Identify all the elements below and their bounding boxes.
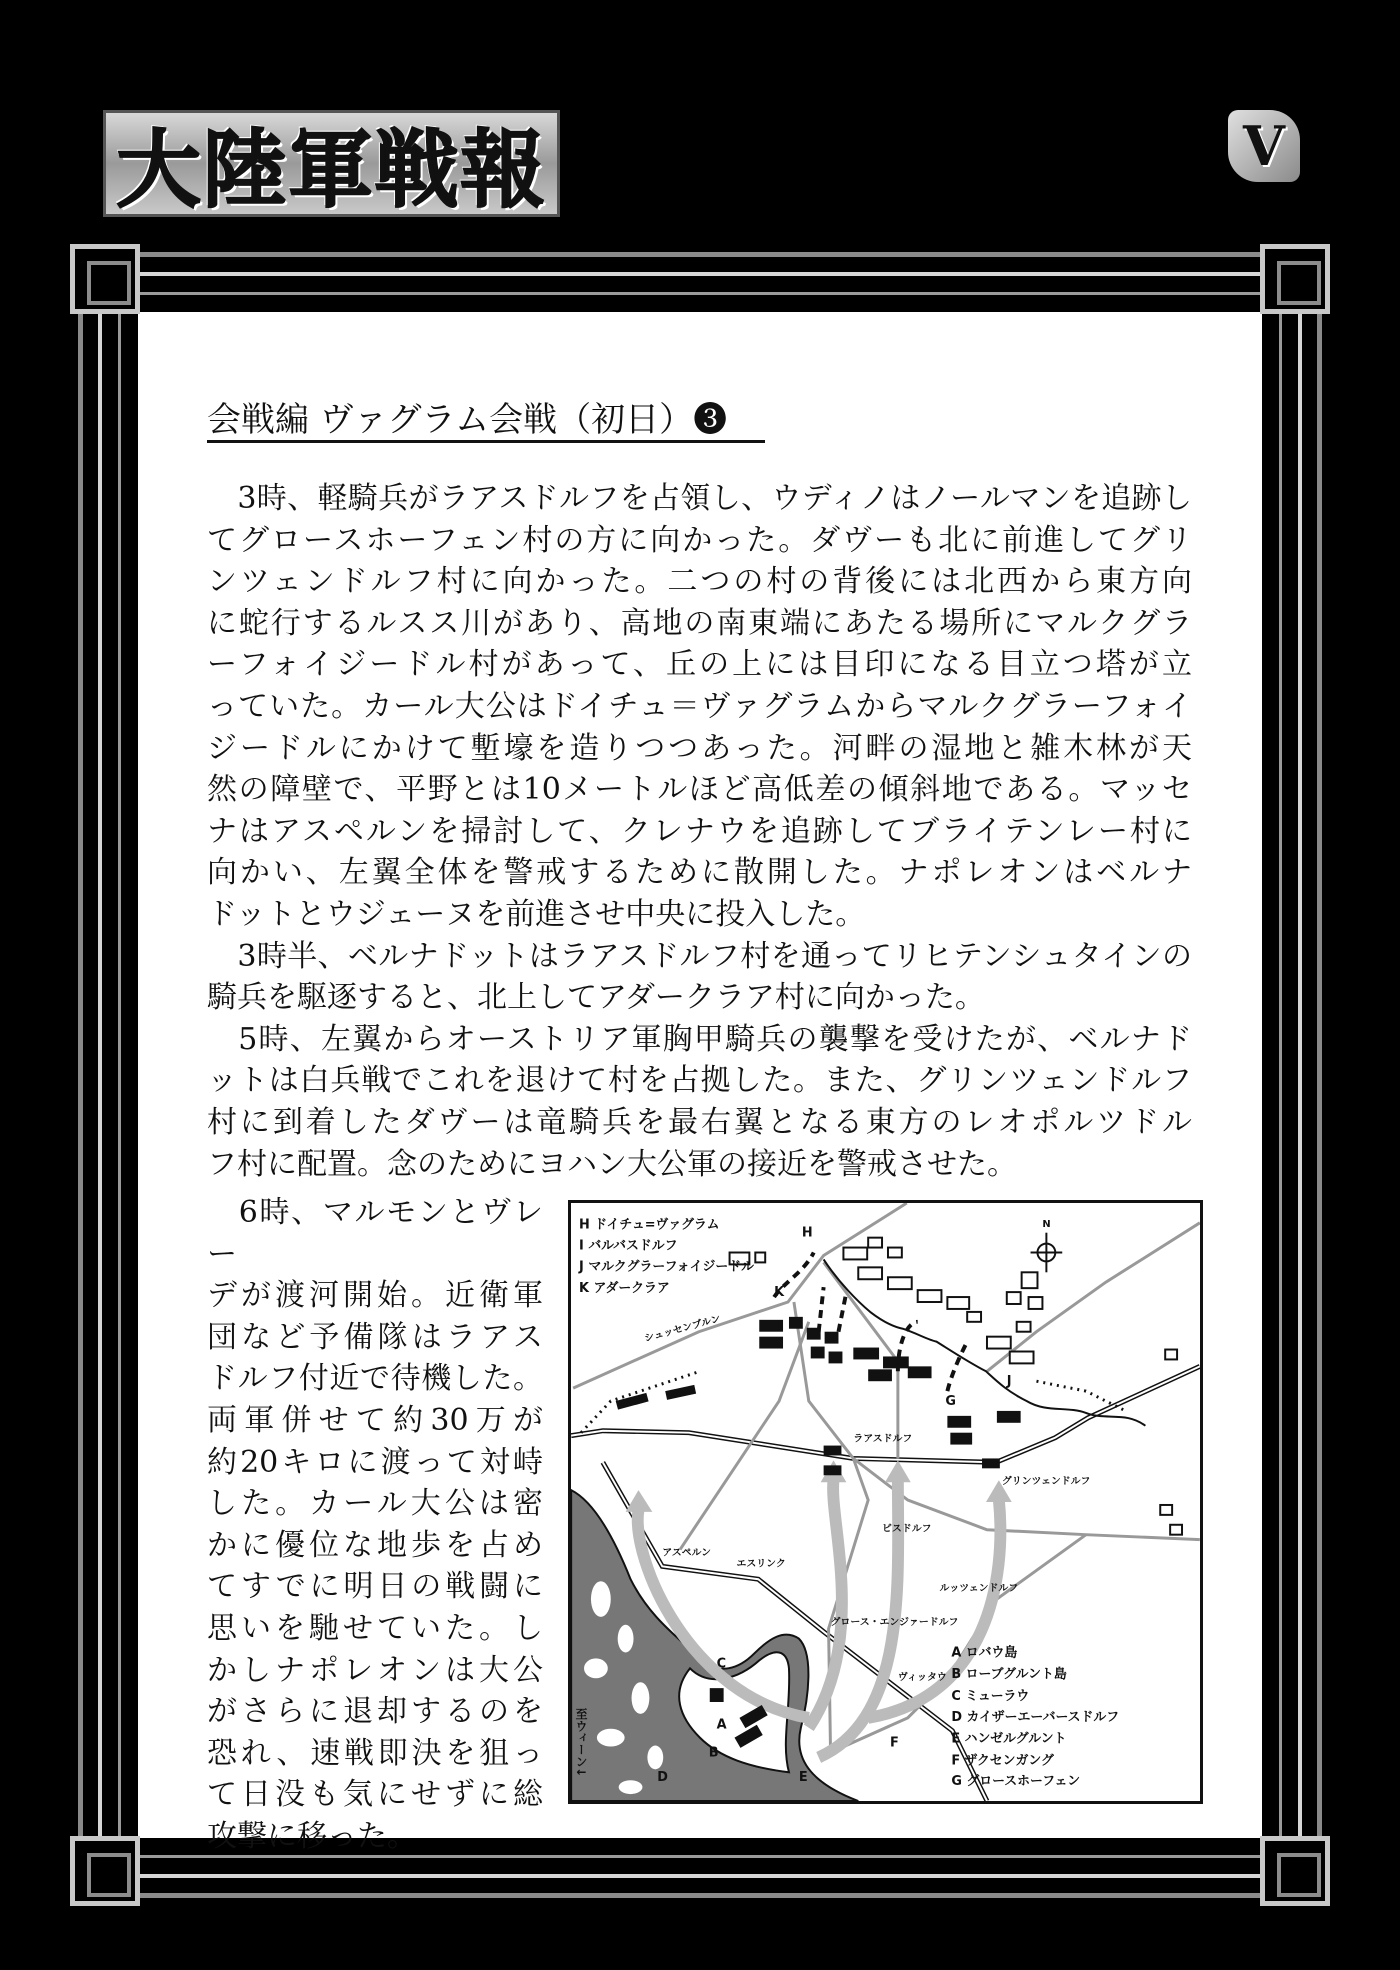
place-gross-enzersdorf: グロース・エンジァードルフ	[830, 1616, 959, 1628]
legend-item-f: F ザクセンガング	[951, 1753, 1054, 1769]
compass-north-label: N	[1042, 1218, 1051, 1230]
legend-item-c: C ミューラウ	[951, 1689, 1030, 1705]
legend-item-k: K アダークラア	[579, 1281, 670, 1297]
side-column-line: 攻撃に移った。	[207, 1818, 417, 1854]
article-line: 騎兵を駆逐すると、北上してアダークラア村に向かった。	[207, 980, 985, 1016]
article-side-column	[207, 1192, 543, 1858]
legend-top	[578, 1218, 754, 1296]
article-line: 3時半、ベルナドットはラアスドルフ村を通ってリヒテンシュタインの	[207, 938, 1192, 974]
compass-icon	[1031, 1233, 1063, 1273]
side-column-line: がさらに退却するのを	[207, 1694, 543, 1730]
place-rutzendorf: ルッツェンドルフ	[939, 1583, 1019, 1595]
side-column-line: 両軍併せて約30万が	[207, 1402, 543, 1438]
legend-item-i: I バルバスドルフ	[579, 1238, 678, 1254]
battle-map	[568, 1200, 1203, 1804]
legend-item-b: B ローブグルント島	[951, 1667, 1067, 1683]
article-line: 然の障壁で、平野とは10メートルほど高低差の傾斜地である。マッセ	[207, 772, 1192, 808]
legend-item-d: D カイザーエーバースドルフ	[951, 1709, 1120, 1725]
marker-f: F	[889, 1735, 899, 1751]
marker-g: G	[945, 1393, 956, 1409]
side-column-line: 思いを馳せていた。し	[207, 1610, 543, 1646]
dotted-lines	[581, 1371, 1126, 1432]
legend-bottom	[951, 1644, 1119, 1789]
article-line: に蛇行するルスス川があり、高地の南東端にあたる場所にマルクグラ	[207, 605, 1192, 641]
side-column-line: かに優位な地歩を占め	[207, 1527, 543, 1563]
legend-item-e: E ハンゼルグルント	[951, 1731, 1067, 1747]
side-column-line: デが渡河開始。近衛軍	[207, 1278, 543, 1314]
article-line: フ村に配置。念のためにヨハン大公軍の接近を警戒させた。	[207, 1146, 1017, 1182]
direction-to-vienna: 至ウィーン↓	[574, 1707, 589, 1778]
article-line: 3時、軽騎兵がラアスドルフを占領し、ウディノはノールマンを追跡し	[207, 481, 1192, 516]
side-column-line: 6時、マルモンとヴレー	[207, 1195, 543, 1272]
marker-e: E	[798, 1770, 808, 1786]
legend-item-a: A ロバウ島	[951, 1645, 1018, 1661]
russbach-river	[824, 1259, 1146, 1425]
article-line: ドットとウジェーヌを前進させ中央に投入した。	[207, 896, 866, 932]
marker-a: A	[716, 1717, 727, 1733]
place-wittau: ヴィッタウ	[897, 1672, 947, 1684]
place-bisdorf: ビスドルフ	[882, 1523, 932, 1535]
marker-c: C	[716, 1656, 727, 1672]
place-grinzendorf: グリンツェンドルフ	[1001, 1476, 1091, 1488]
article-line: ンツェンドルフ村に向かった。二つの村の背後には北西から東方向	[207, 564, 1192, 600]
legend-item-j: J マルクグラーフォイジードル	[579, 1259, 754, 1275]
article-line: 村に到着したダヴーは竜騎兵を最右翼となる東方のレオポルツドル	[207, 1104, 1192, 1140]
frame-corner-ornament	[70, 1836, 140, 1906]
place-raasdorf: ラアスドルフ	[853, 1433, 913, 1445]
side-column-line: てすでに明日の戦闘に	[207, 1569, 543, 1605]
side-column-line: かしナポレオンは大公	[207, 1652, 543, 1688]
place-aspern: アスペルン	[662, 1547, 712, 1559]
side-column-line: て日没も気にせずに総	[207, 1777, 543, 1813]
place-schussenbrunn: シュッセンブルン	[643, 1313, 722, 1345]
heading-underline	[207, 440, 765, 443]
article-line: 向かい、左翼全体を警戒するために散開した。ナポレオンはベルナ	[207, 855, 1192, 891]
legend-item-g: G グロースホーフェン	[951, 1774, 1081, 1790]
side-column-line: 恐れ、速戦即決を狙っ	[207, 1735, 543, 1771]
arrow-heads	[626, 1460, 1012, 1511]
article-line: ーフォイジードル村があって、丘の上には目印になる目立つ塔が立	[207, 647, 1192, 683]
article-line: ナはアスペルンを掃討して、クレナウを追跡してブライテンレー村に	[207, 813, 1192, 849]
article-line: ジードルにかけて塹壕を造りつつあった。河畔の湿地と雑木林が天	[207, 730, 1192, 766]
marker-h: H	[801, 1225, 813, 1241]
place-essling: エスリンク	[736, 1558, 786, 1570]
article-line: 5時、左翼からオーストリア軍胸甲騎兵の襲撃を受けたが、ベルナド	[207, 1021, 1192, 1057]
legend-item-h: H ドイチュ=ヴァグラム	[579, 1217, 720, 1233]
side-column-line: ドルフ付近で待機した。	[207, 1361, 543, 1397]
series-title-logo	[103, 110, 560, 217]
frame-corner-ornament	[1260, 1836, 1330, 1906]
marker-k: K	[774, 1285, 785, 1301]
side-column-line: 団など予備隊はラアス	[207, 1319, 543, 1355]
side-column-line: した。カール大公は密	[207, 1486, 543, 1522]
frame-corner-ornament	[1260, 244, 1330, 314]
austrian-units	[730, 1238, 1182, 1535]
volume-badge: V	[1228, 110, 1300, 182]
marker-j: J	[1006, 1374, 1012, 1390]
marker-b: B	[708, 1745, 719, 1761]
article-body	[207, 478, 1192, 1185]
frame-corner-ornament	[70, 244, 140, 314]
series-title: 大陸軍戦報	[116, 121, 547, 219]
article-heading: 会戦編 ヴァグラム会戦（初日）❸	[207, 400, 728, 440]
side-column-line: 約20キロに渡って対峙	[207, 1444, 543, 1480]
marker-d: D	[657, 1770, 668, 1786]
article-line: てグロースホーフェン村の方に向かった。ダヴーも北に前進してグリ	[207, 522, 1192, 558]
article-line: ットは白兵戦でこれを退けて村を占拠した。また、グリンツェンドルフ	[207, 1063, 1192, 1099]
article-line: っていた。カール大公はドイチュ＝ヴァグラムからマルクグラーフォイ	[207, 688, 1192, 724]
